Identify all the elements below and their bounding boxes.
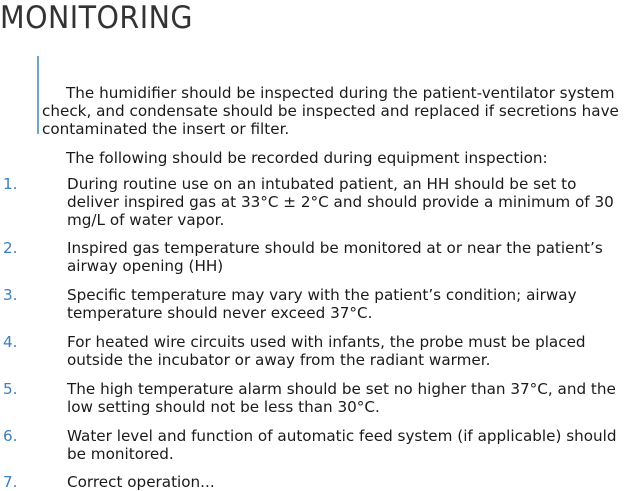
list-number: 4. — [3, 333, 18, 351]
list-number: 6. — [3, 427, 18, 445]
accent-bar — [37, 56, 39, 134]
list-number: 7. — [3, 473, 18, 491]
slide-title: MONITORING — [0, 0, 193, 36]
list-text: For heated wire circuits used with infants, the probe must be placed outside the incubator or away from the radiant warmer. — [67, 333, 586, 369]
list-text: Specific temperature may vary with the patient’s condition; airway temperature should never exceed 37°C. — [67, 286, 577, 322]
list-number: 5. — [3, 380, 18, 398]
list-text: The high temperature alarm should be set no higher than 37°C, and the low setting should not be less than 30°C. — [67, 380, 616, 416]
intro-paragraph: The humidifier should be inspected during the patient-ventilator system check, and condensate should be inspected and replaced if secretions have contaminated the insert or filter. — [42, 84, 619, 138]
list-number: 2. — [3, 239, 18, 257]
list-text: Correct operation... — [67, 473, 215, 491]
list-number: 1. — [3, 175, 18, 193]
list-text: Water level and function of automatic feed system (if applicable) should be monitored. — [67, 427, 617, 463]
list-number: 3. — [3, 286, 18, 304]
lead-paragraph: The following should be recorded during equipment inspection: — [66, 149, 548, 167]
list-text: Inspired gas temperature should be monitored at or near the patient’s airway opening (HH) — [67, 239, 603, 275]
list-text: During routine use on an intubated patient, an HH should be set to deliver inspired gas at 33°C ± 2°C and should provide a minimum of 30 mg/L of water vapor. — [67, 175, 614, 229]
